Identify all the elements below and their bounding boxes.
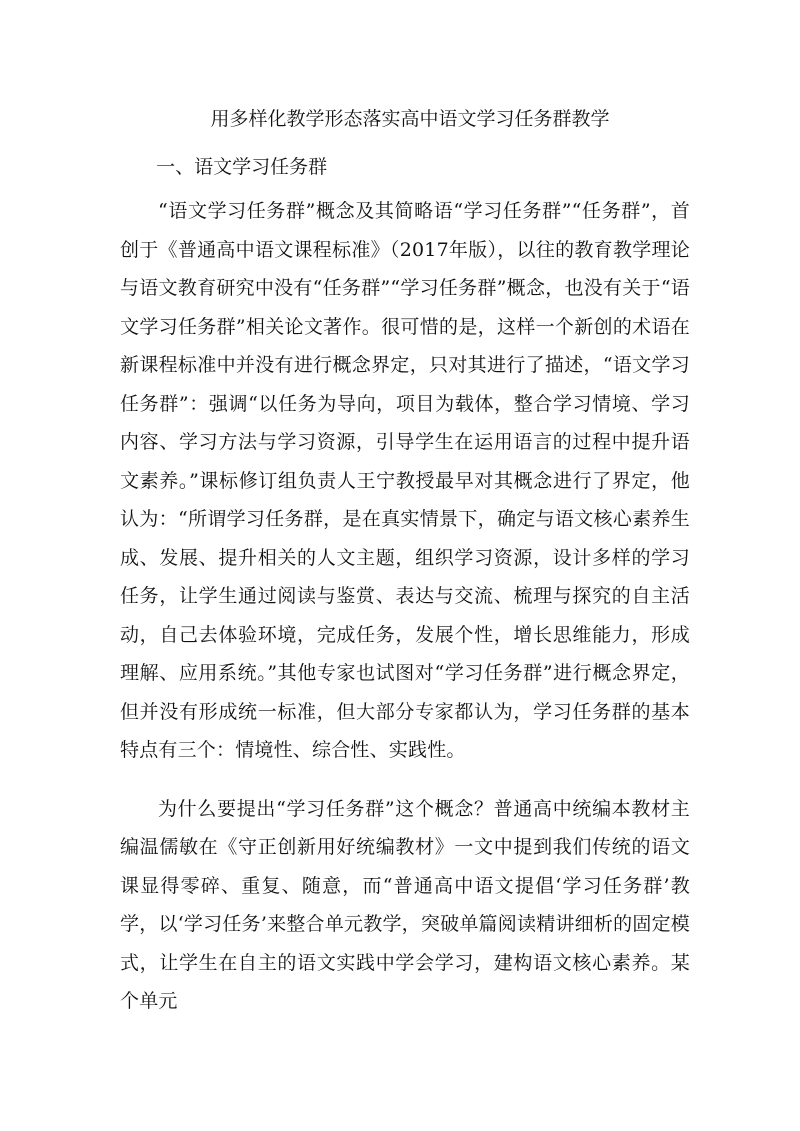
section-heading: 一、语文学习任务群 (156, 155, 328, 178)
paragraph-1: “语文学习任务群”概念及其简略语“学习任务群”“任务群”，首创于《普通高中语文课程标准》（2017年版），以往的教育教学理论与语文教育研究中没有“任务群”“学习任务群”概念，也没有关于“语文学习任务群”相关论文著作。很可惜的是，这样一个新创的术语在新课程标准中并没有进行概念界定，只对其进行了描述，“语文学习任务群”：强调“以任务为导向，项目为载体，整合学习情境、学习内容、学习方法与学习资源，引导学生在运用语言的过程中提升语文素养。”课标修订组负责人王宁教授最早对其概念进行了界定，他认为：“所谓学习任务群，是在真实情景下，确定与语文核心素养生成、发展、提升相关的人文主题，组织学习资源，设计多样的学习任务，让学生通过阅读与鉴赏、表达与交流、梳理与探究的自主活动，自己去体验环境，完成任务，发展个性，增长思维能力，形成理解、应用系统。”其他专家也试图对“学习任务群”进行概念界定，但并没有形成统一标准，但大部分专家都认为，学习任务群的基本特点有三个：情境性、综合性、实践性。 (120, 200, 690, 761)
paragraph-2: 为什么要提出“学习任务群”这个概念？普通高中统编本教材主编温儒敏在《守正创新用好统编教材》一文中提到我们传统的语文课显得零碎、重复、随意，而“普通高中语文提倡‘学习任务群’教学，以‘学习任务’来整合单元教学，突破单篇阅读精讲细析的固定模式，让学生在自主的语文实践中学会学习，建构语文核心素养。某个单元 (120, 797, 690, 1012)
document-title: 用多样化教学形态落实高中语文学习任务群教学 (210, 108, 610, 130)
document-body (120, 100, 690, 1021)
